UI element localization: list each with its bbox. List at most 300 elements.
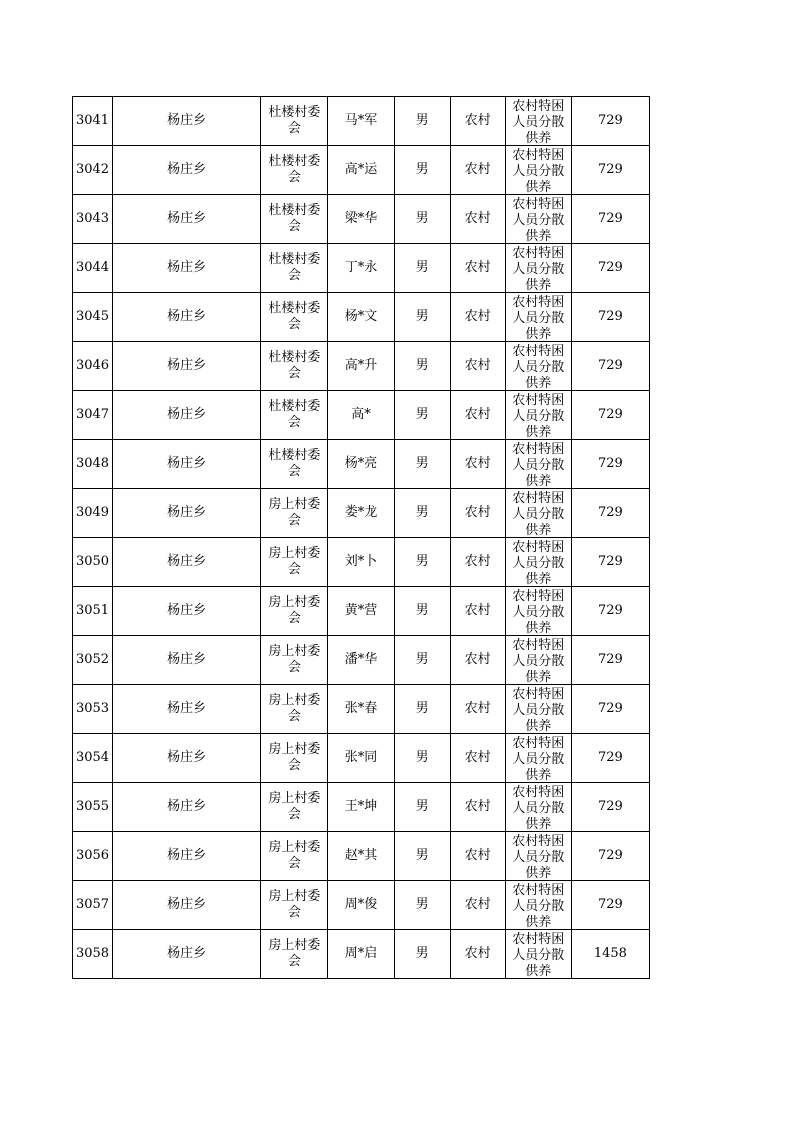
township-text: 杨庄乡	[167, 211, 207, 226]
cell-category	[505, 587, 571, 636]
cell-id	[73, 440, 113, 489]
cell-township	[113, 881, 261, 930]
cell-village	[261, 538, 328, 587]
gender-text: 男	[415, 750, 429, 765]
amount-text: 729	[598, 309, 623, 324]
cell-gender	[394, 685, 450, 734]
id-text: 3049	[75, 505, 110, 520]
amount-text: 729	[598, 603, 623, 618]
name-text: 周*启	[344, 946, 378, 961]
cell-id	[73, 97, 113, 146]
cell-category	[505, 146, 571, 195]
cell-amount	[571, 146, 649, 195]
table-row	[73, 538, 650, 587]
village-text: 房上村委会	[268, 595, 321, 626]
cell-name	[328, 930, 394, 979]
table-row	[73, 97, 650, 146]
gender-text: 男	[415, 505, 429, 520]
gender-text: 男	[415, 407, 429, 422]
table-row	[73, 930, 650, 979]
gender-text: 男	[415, 260, 429, 275]
id-text: 3057	[75, 897, 110, 912]
table-row	[73, 440, 650, 489]
township-text: 杨庄乡	[167, 260, 207, 275]
table-row	[73, 685, 650, 734]
cell-area	[450, 97, 505, 146]
cell-area	[450, 783, 505, 832]
township-text: 杨庄乡	[167, 309, 207, 324]
cell-township	[113, 342, 261, 391]
cell-name	[328, 440, 394, 489]
gender-text: 男	[415, 456, 429, 471]
cell-id	[73, 244, 113, 293]
village-text: 房上村委会	[268, 693, 321, 724]
cell-amount	[571, 636, 649, 685]
cell-area	[450, 734, 505, 783]
cell-id	[73, 636, 113, 685]
cell-amount	[571, 97, 649, 146]
cell-amount	[571, 734, 649, 783]
name-text: 赵*其	[344, 848, 378, 863]
village-text: 杜楼村委会	[268, 203, 321, 234]
cell-category	[505, 293, 571, 342]
village-text: 房上村委会	[268, 546, 321, 577]
cell-gender	[394, 587, 450, 636]
cell-gender	[394, 342, 450, 391]
cell-village	[261, 195, 328, 244]
cell-amount	[571, 293, 649, 342]
table-row	[73, 146, 650, 195]
cell-village	[261, 587, 328, 636]
gender-text: 男	[415, 113, 429, 128]
area-text: 农村	[464, 113, 491, 128]
cell-township	[113, 538, 261, 587]
cell-gender	[394, 489, 450, 538]
cell-village	[261, 881, 328, 930]
cell-township	[113, 636, 261, 685]
amount-text: 729	[598, 162, 623, 177]
cell-village	[261, 685, 328, 734]
amount-text: 729	[598, 652, 623, 667]
table-row	[73, 881, 650, 930]
gender-text: 男	[415, 946, 429, 961]
id-text: 3046	[75, 358, 110, 373]
area-text: 农村	[464, 309, 491, 324]
category-text: 农村特困人员分散供养	[512, 784, 565, 831]
cell-area	[450, 881, 505, 930]
amount-text: 729	[598, 358, 623, 373]
amount-text: 729	[598, 750, 623, 765]
cell-id	[73, 832, 113, 881]
name-text: 高*运	[344, 162, 378, 177]
village-text: 杜楼村委会	[268, 448, 321, 479]
area-text: 农村	[464, 505, 491, 520]
cell-name	[328, 538, 394, 587]
table-row	[73, 734, 650, 783]
cell-amount	[571, 832, 649, 881]
cell-township	[113, 930, 261, 979]
cell-amount	[571, 587, 649, 636]
cell-area	[450, 489, 505, 538]
cell-id	[73, 146, 113, 195]
name-text: 马*军	[344, 113, 378, 128]
cell-gender	[394, 97, 450, 146]
cell-gender	[394, 881, 450, 930]
gender-text: 男	[415, 652, 429, 667]
cell-gender	[394, 244, 450, 293]
category-text: 农村特困人员分散供养	[512, 539, 565, 586]
cell-township	[113, 195, 261, 244]
village-text: 房上村委会	[268, 791, 321, 822]
cell-name	[328, 734, 394, 783]
cell-gender	[394, 832, 450, 881]
cell-id	[73, 489, 113, 538]
cell-gender	[394, 783, 450, 832]
cell-category	[505, 881, 571, 930]
cell-township	[113, 293, 261, 342]
cell-area	[450, 440, 505, 489]
cell-name	[328, 685, 394, 734]
cell-name	[328, 636, 394, 685]
category-text: 农村特困人员分散供养	[512, 98, 565, 145]
cell-village	[261, 146, 328, 195]
name-text: 黄*营	[344, 603, 378, 618]
category-text: 农村特困人员分散供养	[512, 931, 565, 978]
village-text: 房上村委会	[268, 840, 321, 871]
amount-text: 729	[598, 701, 623, 716]
category-text: 农村特困人员分散供养	[512, 882, 565, 929]
table-row	[73, 832, 650, 881]
table-row	[73, 342, 650, 391]
gender-text: 男	[415, 701, 429, 716]
area-text: 农村	[464, 260, 491, 275]
cell-area	[450, 636, 505, 685]
cell-area	[450, 195, 505, 244]
cell-township	[113, 734, 261, 783]
amount-text: 1458	[593, 946, 627, 961]
cell-category	[505, 440, 571, 489]
area-text: 农村	[464, 897, 491, 912]
category-text: 农村特困人员分散供养	[512, 735, 565, 782]
cell-name	[328, 342, 394, 391]
area-text: 农村	[464, 162, 491, 177]
village-text: 杜楼村委会	[268, 105, 321, 136]
township-text: 杨庄乡	[167, 701, 207, 716]
gender-text: 男	[415, 603, 429, 618]
area-text: 农村	[464, 652, 491, 667]
cell-village	[261, 440, 328, 489]
township-text: 杨庄乡	[167, 456, 207, 471]
cell-category	[505, 636, 571, 685]
cell-category	[505, 734, 571, 783]
id-text: 3052	[75, 652, 110, 667]
cell-township	[113, 587, 261, 636]
cell-village	[261, 342, 328, 391]
table-row	[73, 244, 650, 293]
category-text: 农村特困人员分散供养	[512, 441, 565, 488]
cell-name	[328, 244, 394, 293]
cell-village	[261, 97, 328, 146]
amount-text: 729	[598, 211, 623, 226]
id-text: 3042	[75, 162, 110, 177]
township-text: 杨庄乡	[167, 652, 207, 667]
category-text: 农村特困人员分散供养	[512, 833, 565, 880]
name-text: 周*俊	[344, 897, 378, 912]
cell-name	[328, 587, 394, 636]
amount-text: 729	[598, 848, 623, 863]
cell-amount	[571, 342, 649, 391]
cell-name	[328, 489, 394, 538]
cell-township	[113, 440, 261, 489]
township-text: 杨庄乡	[167, 897, 207, 912]
table-row	[73, 391, 650, 440]
cell-area	[450, 342, 505, 391]
beneficiary-table	[72, 96, 650, 979]
category-text: 农村特困人员分散供养	[512, 392, 565, 439]
cell-category	[505, 244, 571, 293]
name-text: 丁*永	[344, 260, 378, 275]
cell-name	[328, 832, 394, 881]
village-text: 房上村委会	[268, 742, 321, 773]
cell-village	[261, 930, 328, 979]
cell-township	[113, 783, 261, 832]
category-text: 农村特困人员分散供养	[512, 245, 565, 292]
name-text: 梁*华	[344, 211, 378, 226]
table-row	[73, 195, 650, 244]
id-text: 3047	[75, 407, 110, 422]
table-row	[73, 293, 650, 342]
cell-gender	[394, 636, 450, 685]
cell-township	[113, 244, 261, 293]
cell-gender	[394, 538, 450, 587]
cell-amount	[571, 489, 649, 538]
village-text: 杜楼村委会	[268, 301, 321, 332]
name-text: 王*坤	[344, 799, 378, 814]
category-text: 农村特困人员分散供养	[512, 147, 565, 194]
gender-text: 男	[415, 162, 429, 177]
id-text: 3058	[75, 946, 110, 961]
cell-id	[73, 734, 113, 783]
table-row	[73, 489, 650, 538]
cell-id	[73, 195, 113, 244]
cell-category	[505, 391, 571, 440]
cell-amount	[571, 685, 649, 734]
cell-amount	[571, 538, 649, 587]
cell-name	[328, 293, 394, 342]
name-text: 刘*卜	[344, 554, 378, 569]
cell-area	[450, 538, 505, 587]
id-text: 3053	[75, 701, 110, 716]
cell-category	[505, 195, 571, 244]
township-text: 杨庄乡	[167, 946, 207, 961]
id-text: 3041	[75, 113, 110, 128]
cell-category	[505, 832, 571, 881]
cell-amount	[571, 440, 649, 489]
village-text: 房上村委会	[268, 497, 321, 528]
name-text: 杨*亮	[344, 456, 378, 471]
cell-amount	[571, 391, 649, 440]
cell-category	[505, 783, 571, 832]
village-text: 房上村委会	[268, 644, 321, 675]
cell-amount	[571, 195, 649, 244]
amount-text: 729	[598, 554, 623, 569]
cell-gender	[394, 391, 450, 440]
id-text: 3054	[75, 750, 110, 765]
gender-text: 男	[415, 309, 429, 324]
gender-text: 男	[415, 799, 429, 814]
cell-amount	[571, 881, 649, 930]
village-text: 房上村委会	[268, 889, 321, 920]
id-text: 3048	[75, 456, 110, 471]
cell-id	[73, 293, 113, 342]
cell-id	[73, 342, 113, 391]
amount-text: 729	[598, 113, 623, 128]
amount-text: 729	[598, 407, 623, 422]
cell-category	[505, 538, 571, 587]
cell-gender	[394, 440, 450, 489]
cell-area	[450, 293, 505, 342]
amount-text: 729	[598, 505, 623, 520]
cell-category	[505, 685, 571, 734]
cell-id	[73, 587, 113, 636]
township-text: 杨庄乡	[167, 162, 207, 177]
township-text: 杨庄乡	[167, 407, 207, 422]
gender-text: 男	[415, 897, 429, 912]
cell-name	[328, 97, 394, 146]
cell-category	[505, 930, 571, 979]
name-text: 张*同	[344, 750, 378, 765]
cell-id	[73, 685, 113, 734]
cell-name	[328, 881, 394, 930]
table-body	[73, 97, 650, 979]
cell-village	[261, 489, 328, 538]
cell-gender	[394, 293, 450, 342]
area-text: 农村	[464, 603, 491, 618]
township-text: 杨庄乡	[167, 848, 207, 863]
township-text: 杨庄乡	[167, 113, 207, 128]
category-text: 农村特困人员分散供养	[512, 637, 565, 684]
cell-area	[450, 832, 505, 881]
category-text: 农村特困人员分散供养	[512, 588, 565, 635]
cell-village	[261, 734, 328, 783]
cell-area	[450, 930, 505, 979]
cell-village	[261, 636, 328, 685]
cell-name	[328, 146, 394, 195]
cell-gender	[394, 734, 450, 783]
area-text: 农村	[464, 407, 491, 422]
category-text: 农村特困人员分散供养	[512, 294, 565, 341]
village-text: 房上村委会	[268, 938, 321, 969]
id-text: 3050	[75, 554, 110, 569]
id-text: 3045	[75, 309, 110, 324]
id-text: 3044	[75, 260, 110, 275]
category-text: 农村特困人员分散供养	[512, 686, 565, 733]
name-text: 潘*华	[344, 652, 378, 667]
name-text: 杨*文	[344, 309, 378, 324]
cell-id	[73, 881, 113, 930]
township-text: 杨庄乡	[167, 750, 207, 765]
name-text: 高*升	[344, 358, 378, 373]
cell-gender	[394, 930, 450, 979]
area-text: 农村	[464, 554, 491, 569]
cell-area	[450, 244, 505, 293]
township-text: 杨庄乡	[167, 554, 207, 569]
township-text: 杨庄乡	[167, 505, 207, 520]
cell-gender	[394, 195, 450, 244]
amount-text: 729	[598, 799, 623, 814]
gender-text: 男	[415, 554, 429, 569]
cell-name	[328, 195, 394, 244]
area-text: 农村	[464, 701, 491, 716]
category-text: 农村特困人员分散供养	[512, 343, 565, 390]
cell-name	[328, 391, 394, 440]
cell-category	[505, 489, 571, 538]
area-text: 农村	[464, 848, 491, 863]
cell-village	[261, 783, 328, 832]
cell-township	[113, 489, 261, 538]
cell-amount	[571, 783, 649, 832]
cell-village	[261, 244, 328, 293]
cell-area	[450, 587, 505, 636]
cell-id	[73, 783, 113, 832]
cell-township	[113, 146, 261, 195]
cell-township	[113, 685, 261, 734]
township-text: 杨庄乡	[167, 603, 207, 618]
cell-id	[73, 930, 113, 979]
village-text: 杜楼村委会	[268, 350, 321, 381]
village-text: 杜楼村委会	[268, 399, 321, 430]
amount-text: 729	[598, 456, 623, 471]
cell-gender	[394, 146, 450, 195]
village-text: 杜楼村委会	[268, 252, 321, 283]
table-row	[73, 587, 650, 636]
cell-id	[73, 538, 113, 587]
area-text: 农村	[464, 456, 491, 471]
gender-text: 男	[415, 358, 429, 373]
name-text: 张*春	[344, 701, 378, 716]
cell-township	[113, 97, 261, 146]
cell-township	[113, 391, 261, 440]
cell-area	[450, 391, 505, 440]
gender-text: 男	[415, 211, 429, 226]
area-text: 农村	[464, 211, 491, 226]
village-text: 杜楼村委会	[268, 154, 321, 185]
area-text: 农村	[464, 799, 491, 814]
id-text: 3051	[75, 603, 110, 618]
cell-village	[261, 391, 328, 440]
cell-village	[261, 293, 328, 342]
cell-area	[450, 146, 505, 195]
cell-category	[505, 97, 571, 146]
cell-category	[505, 342, 571, 391]
id-text: 3055	[75, 799, 110, 814]
township-text: 杨庄乡	[167, 358, 207, 373]
gender-text: 男	[415, 848, 429, 863]
table-row	[73, 783, 650, 832]
name-text: 娄*龙	[344, 505, 378, 520]
cell-amount	[571, 930, 649, 979]
area-text: 农村	[464, 946, 491, 961]
cell-amount	[571, 244, 649, 293]
amount-text: 729	[598, 897, 623, 912]
township-text: 杨庄乡	[167, 799, 207, 814]
id-text: 3043	[75, 211, 110, 226]
table-row	[73, 636, 650, 685]
id-text: 3056	[75, 848, 110, 863]
category-text: 农村特困人员分散供养	[512, 490, 565, 537]
cell-name	[328, 783, 394, 832]
cell-area	[450, 685, 505, 734]
